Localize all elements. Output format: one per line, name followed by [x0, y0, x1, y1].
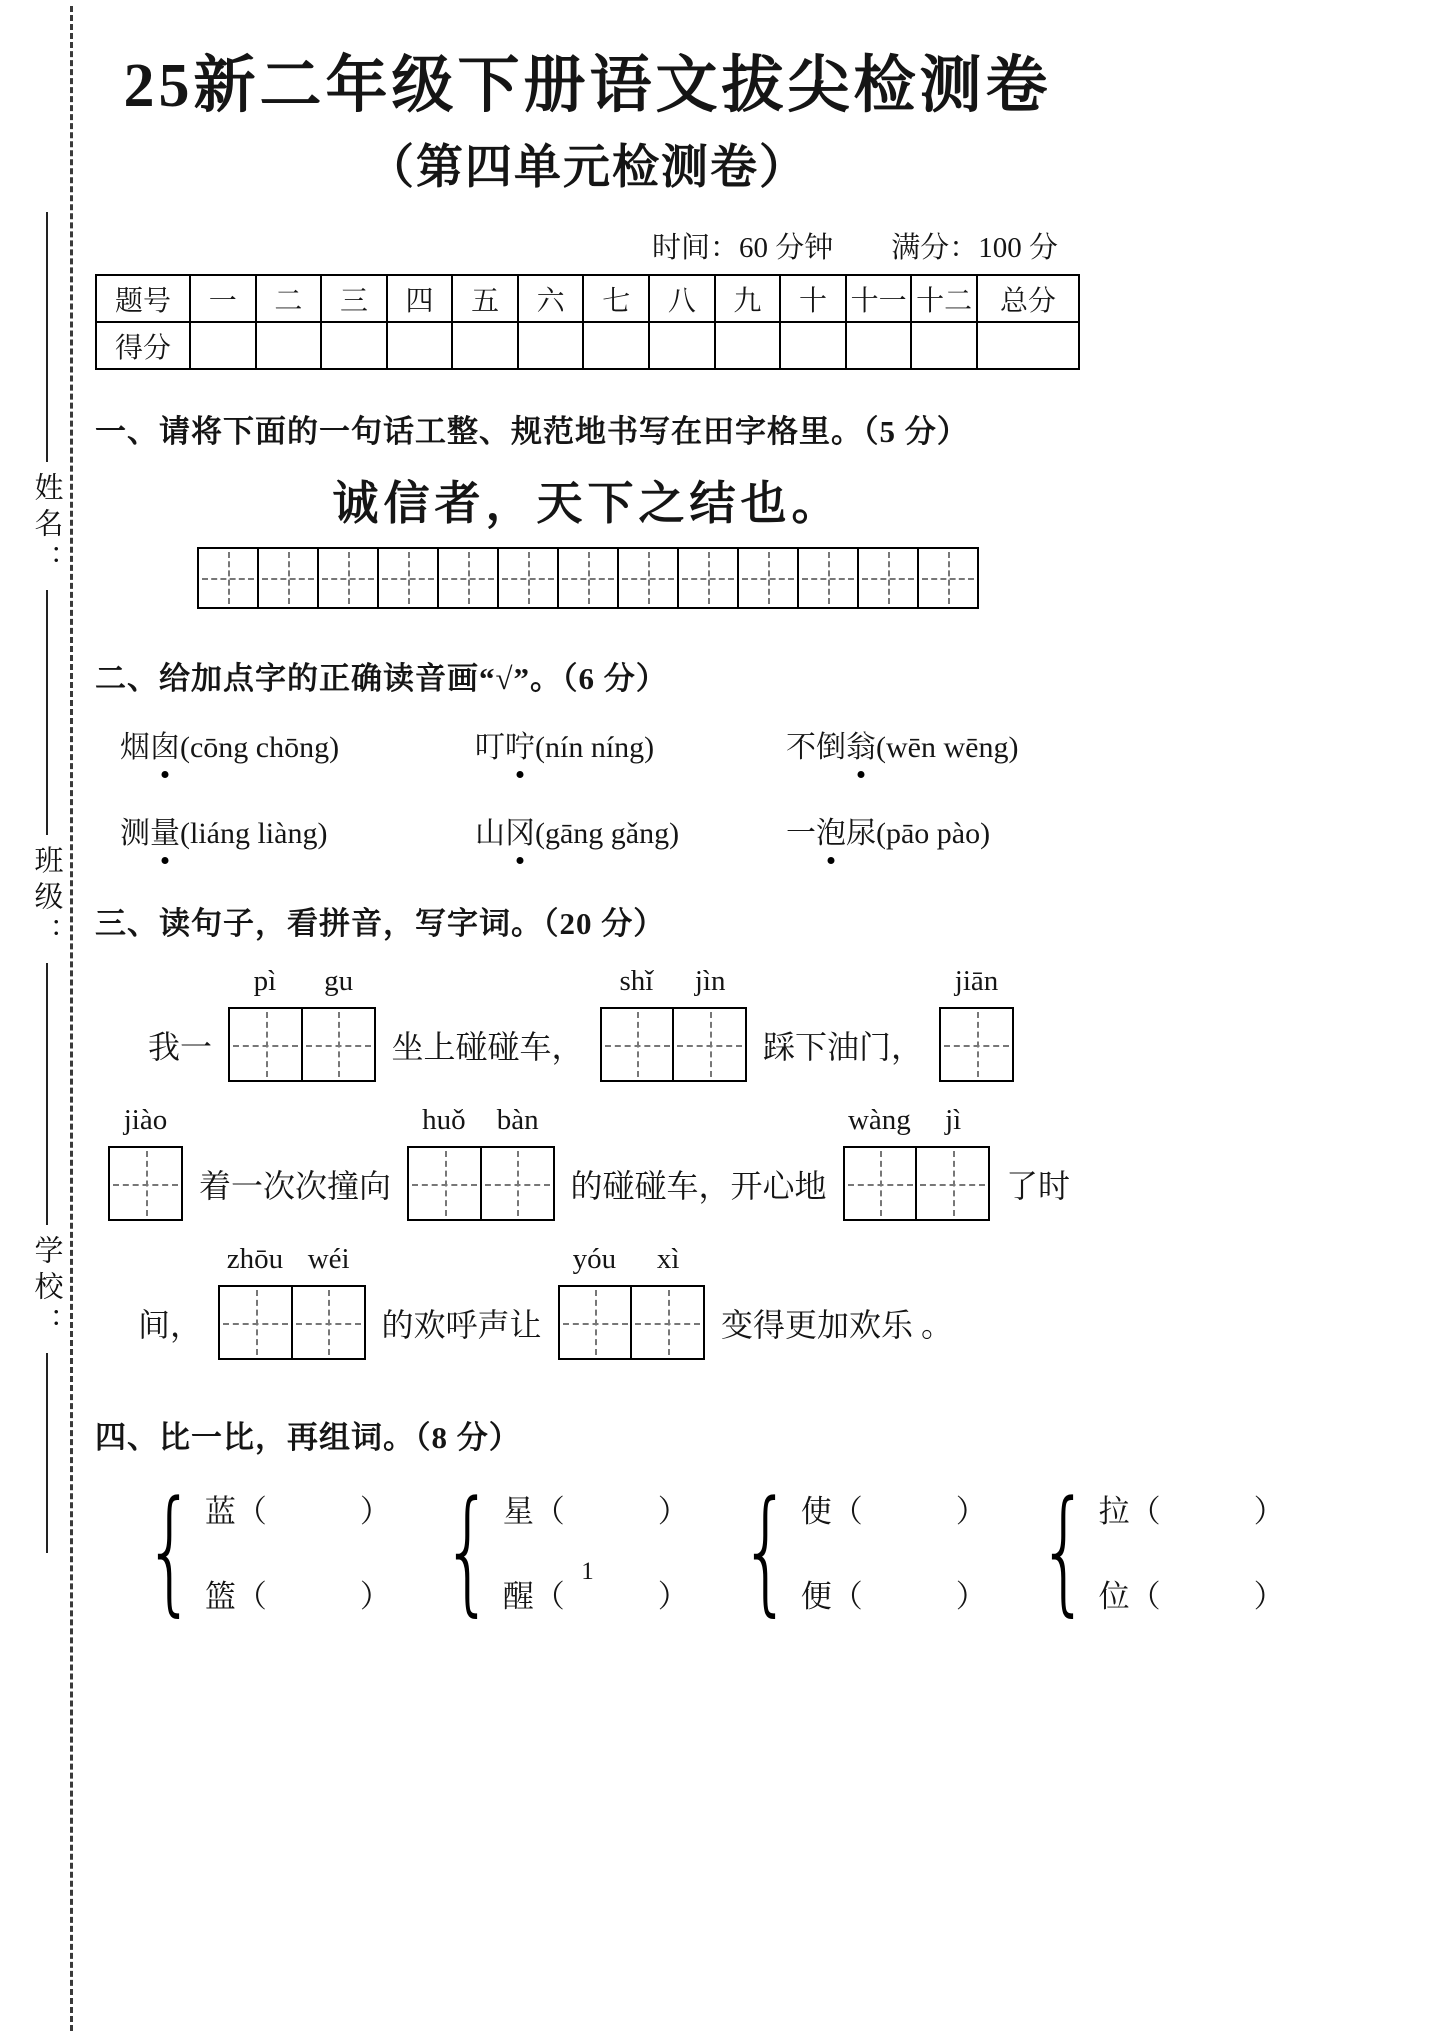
brace: {: [739, 1472, 792, 1630]
sentence-text: 的欢呼声让: [381, 1306, 542, 1343]
score-table-question-cell: 总分: [977, 275, 1079, 322]
target-word: [475, 817, 535, 850]
pinyin-hint: [939, 965, 1014, 998]
answer-box-group: [218, 1243, 366, 1360]
writing-grid-cell: [857, 547, 919, 609]
score-table-score-cell: [846, 322, 912, 369]
score-table-question-cell: 一: [190, 275, 256, 322]
pinyin-syllable: wéi: [307, 1243, 350, 1276]
word-pair-column: [503, 1486, 689, 1616]
pinyin-hint: [843, 1104, 991, 1137]
sentence-text: 变得更加欢乐 。: [721, 1306, 954, 1343]
fill-in-lines: [95, 961, 1080, 1360]
character: 烟: [120, 731, 150, 765]
sentence-text: 着一次次撞向: [199, 1167, 392, 1204]
score-table-score-cell: [518, 322, 584, 369]
word-blank: 醒（ ）: [502, 1578, 689, 1614]
score-table-score-cell: [387, 322, 453, 369]
answer-box-group: [843, 1104, 991, 1221]
answer-boxes: [407, 1146, 555, 1221]
target-word: [786, 817, 876, 850]
pinyin-syllable: shǐ: [619, 965, 654, 998]
score-table-question-cell: 十二: [911, 275, 977, 322]
section3-heading: 三、读句子，看拼音，写字词。（20 分）: [95, 906, 666, 942]
word-pair-group: [723, 1472, 987, 1630]
character: 倒: [816, 731, 846, 765]
sentence-text: 踩下油门，: [763, 1028, 924, 1065]
brace: {: [144, 1472, 196, 1630]
word-blank: 篮（ ）: [204, 1578, 391, 1614]
score-label: 得分: [96, 322, 190, 369]
pinyin-options: (liáng liàng): [180, 817, 328, 851]
exam-meta: [95, 225, 1080, 266]
writing-grid-cell: [437, 547, 499, 609]
class-fill-line: [46, 590, 48, 835]
answer-boxes: [843, 1146, 991, 1221]
answer-box-cell: [672, 1007, 747, 1082]
answer-box-cell: [480, 1146, 555, 1221]
pinyin-syllable: bàn: [496, 1104, 539, 1137]
answer-box-cell: [301, 1007, 376, 1082]
score-table-score-cell: [780, 322, 846, 369]
dotted-character: 泡: [816, 808, 846, 852]
score-table-score-cell: [583, 322, 649, 369]
word-blank: 便（ ）: [800, 1578, 987, 1614]
writing-grid-cell: [917, 547, 979, 609]
score-table-score-row: [96, 322, 1079, 369]
exam-title: 25新二年级下册语文拔尖检测卷: [123, 52, 1052, 120]
pinyin-syllable: gu: [324, 965, 354, 998]
word-pair-group: [127, 1472, 391, 1630]
time-limit: 时间：60 分钟: [651, 232, 834, 265]
score-table-score-cell: [649, 322, 715, 369]
answer-box-cell: [843, 1146, 918, 1221]
pinyin-choice-item: [475, 808, 786, 852]
section1-heading: 一、请将下面的一句话工整、规范地书写在田字格里。（5 分）: [95, 414, 969, 450]
school-label: 学校：: [30, 1235, 63, 1343]
answer-box-cell: [558, 1285, 633, 1360]
pinyin-syllable: jìn: [694, 965, 726, 998]
sentence-text: 坐上碰碰车，: [391, 1028, 584, 1065]
character: 尿: [846, 817, 876, 851]
fill-in-line: [95, 961, 1080, 1082]
answer-box-cell: [939, 1007, 1014, 1082]
bottom-fill-line: [46, 1353, 48, 1553]
section2-heading: 二、给加点字的正确读音画“√”。（6 分）: [95, 661, 668, 697]
pinyin-choice-item: [475, 722, 786, 766]
target-word: [120, 817, 180, 850]
answer-box-cell: [915, 1146, 990, 1221]
page-number: 1: [581, 1558, 594, 1586]
word-pair-group: [425, 1472, 689, 1630]
answer-boxes: [218, 1285, 366, 1360]
pinyin-choice-item: [786, 722, 1080, 766]
pinyin-options: (pāo pào): [876, 817, 991, 851]
pinyin-options: (gāng gǎng): [535, 817, 680, 851]
name-fill-line: [46, 212, 48, 462]
answer-box-group: [108, 1104, 183, 1221]
writing-grid-cell: [797, 547, 859, 609]
writing-grid-cell: [197, 547, 259, 609]
sentence-text: 的碰碰车，开心地: [570, 1167, 827, 1204]
character: 测: [120, 817, 150, 851]
word-pair-column: [205, 1486, 391, 1616]
writing-grid-cell: [257, 547, 319, 609]
score-table-question-row: [96, 275, 1079, 322]
score-table-score-cell: [715, 322, 781, 369]
score-table-question-cell: 七: [583, 275, 649, 322]
target-word: [120, 731, 180, 764]
binding-dashed-line: [70, 6, 73, 2031]
answer-box-cell: [630, 1285, 705, 1360]
word-blank: 使（ ）: [800, 1493, 987, 1529]
brace: {: [442, 1472, 494, 1630]
writing-grid-cell: [737, 547, 799, 609]
answer-box-group: [407, 1104, 555, 1221]
pinyin-hint: [558, 1243, 706, 1276]
word-blank: 星（ ）: [502, 1493, 689, 1529]
pinyin-syllable: xì: [656, 1243, 680, 1276]
fill-in-line: [95, 1100, 1080, 1221]
answer-box-cell: [291, 1285, 366, 1360]
exam-subtitle: （第四单元检测卷）: [367, 142, 808, 195]
question-number-label: 题号: [96, 275, 190, 322]
pinyin-syllable: jiān: [954, 965, 999, 998]
word-blank: 拉（ ）: [1098, 1493, 1285, 1529]
score-table-score-cell: [452, 322, 518, 369]
pinyin-choice-item: [120, 722, 475, 766]
pinyin-hint: [600, 965, 748, 998]
word-blank: 蓝（ ）: [204, 1493, 391, 1529]
dotted-character: 冈: [505, 808, 535, 852]
character: 山: [475, 817, 505, 851]
brace: {: [1037, 1472, 1090, 1630]
score-table-question-cell: 五: [452, 275, 518, 322]
answer-box-cell: [600, 1007, 675, 1082]
answer-boxes: [558, 1285, 706, 1360]
score-table-score-cell: [911, 322, 977, 369]
writing-grid-cell: [377, 547, 439, 609]
dotted-character: 囱: [150, 722, 180, 766]
target-word: [475, 731, 535, 764]
target-word: [786, 731, 876, 764]
answer-box-group: [600, 965, 748, 1082]
pinyin-choice-item: [120, 808, 475, 852]
dotted-character: 翁: [846, 722, 876, 766]
word-pair-column: [1099, 1486, 1285, 1616]
answer-boxes: [600, 1007, 748, 1082]
pinyin-syllable: wàng: [847, 1104, 911, 1137]
answer-boxes: [228, 1007, 376, 1082]
word-pair-groups: [95, 1472, 1285, 1630]
answer-box-cell: [228, 1007, 303, 1082]
binding-margin-column: [24, 212, 70, 1553]
sentence-text: 了时: [1006, 1167, 1071, 1204]
copy-sentence: 诚信者，天下之结也。: [332, 478, 843, 530]
score-table-score-cell: [321, 322, 387, 369]
writing-grid-cell: [317, 547, 379, 609]
pinyin-syllable: zhōu: [226, 1243, 284, 1276]
score-table-score-cell: [190, 322, 256, 369]
writing-grid-cell: [557, 547, 619, 609]
score-table-question-cell: 十: [780, 275, 846, 322]
pinyin-options: (nín níng): [535, 731, 655, 765]
pinyin-syllable: yóu: [572, 1243, 617, 1276]
score-table-question-cell: 二: [256, 275, 322, 322]
character: 一: [786, 817, 816, 851]
pinyin-syllable: huǒ: [422, 1104, 466, 1137]
answer-box-cell: [407, 1146, 482, 1221]
name-label: 姓名：: [30, 472, 63, 580]
character: 叮: [475, 731, 505, 765]
answer-box-cell: [108, 1146, 183, 1221]
pinyin-hint: [108, 1104, 183, 1137]
pinyin-syllable: jiào: [123, 1104, 168, 1137]
pinyin-choice-item: [786, 808, 1080, 852]
score-table-score-cell: [256, 322, 322, 369]
answer-box-group: [558, 1243, 706, 1360]
word-pair-column: [801, 1486, 987, 1616]
pinyin-options: (cōng chōng): [180, 731, 340, 765]
sentence-text: 间，: [138, 1306, 203, 1343]
score-table-question-cell: 四: [387, 275, 453, 322]
school-fill-line: [46, 963, 48, 1225]
exam-paper: [95, 0, 1285, 1630]
score-table-question-cell: 三: [321, 275, 387, 322]
pinyin-hint: [407, 1104, 555, 1137]
score-table-question-cell: 十一: [846, 275, 912, 322]
pinyin-hint: [228, 965, 376, 998]
score-table-question-cell: 八: [649, 275, 715, 322]
sentence-text: 我一: [148, 1028, 213, 1065]
class-label: 班级：: [30, 845, 63, 953]
word-blank: 位（ ）: [1098, 1578, 1285, 1614]
score-table-question-cell: 六: [518, 275, 584, 322]
answer-box-group: [228, 965, 376, 1082]
writing-grid-cell: [677, 547, 739, 609]
section4-heading: 四、比一比，再组词。（8 分）: [95, 1420, 521, 1456]
fill-in-line: [95, 1239, 1080, 1360]
pinyin-options: (wēn wēng): [876, 731, 1019, 765]
answer-boxes: [108, 1146, 183, 1221]
writing-grid-cell: [497, 547, 559, 609]
answer-boxes: [939, 1007, 1014, 1082]
writing-grid-row: [95, 547, 1080, 609]
full-score: 满分：100 分: [891, 232, 1058, 265]
score-table-score-cell: [977, 322, 1079, 369]
dotted-character: 咛: [505, 722, 535, 766]
pinyin-choice-items: [95, 722, 1080, 852]
pinyin-syllable: pì: [253, 965, 277, 998]
character: 不: [786, 731, 816, 765]
score-table: [95, 274, 1080, 370]
pinyin-syllable: jì: [945, 1104, 962, 1137]
answer-box-cell: [218, 1285, 293, 1360]
writing-grid-cell: [617, 547, 679, 609]
answer-box-group: [939, 965, 1014, 1082]
word-pair-group: [1021, 1472, 1285, 1630]
dotted-character: 量: [150, 808, 180, 852]
score-table-question-cell: 九: [715, 275, 781, 322]
pinyin-hint: [218, 1243, 366, 1276]
